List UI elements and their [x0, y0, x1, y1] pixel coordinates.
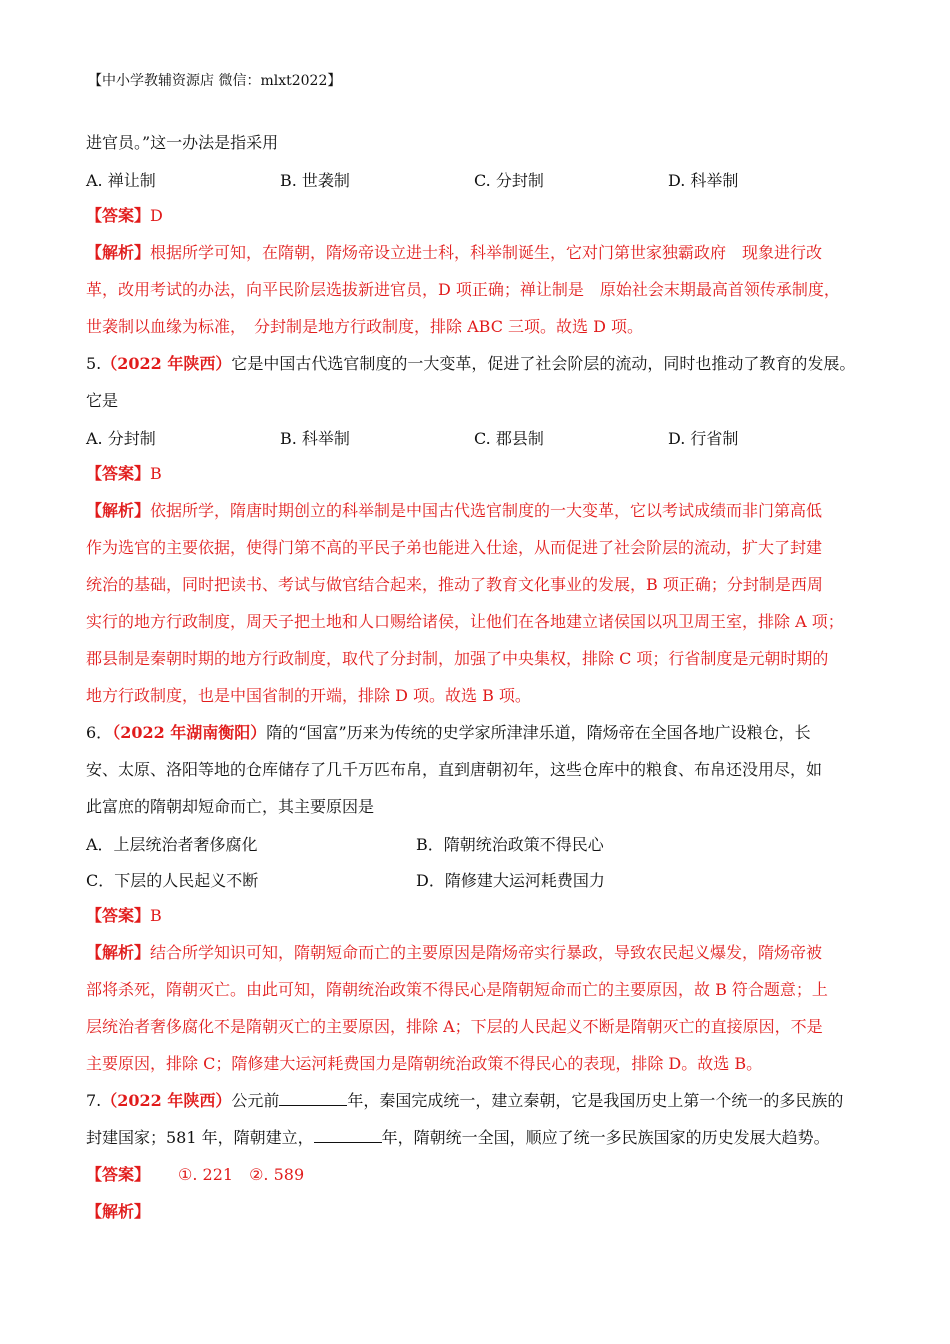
question-number: 7.: [86, 1091, 102, 1110]
q4-option-d: D. 科举制: [668, 170, 739, 190]
q6-stem: 6．（2022 年湖南衡阳）隋的“国富”历来为传统的史学家所津津乐道，隋炀帝在全国各地广设粮仓，长: [86, 723, 811, 742]
q6-options-row: [86, 825, 866, 861]
q5-stem: 5.（2022 年陕西）它是中国古代选官制度的一大变革，促进了社会阶层的流动，同时也推动了教育的发展。: [86, 354, 856, 373]
q5-options: [86, 419, 866, 455]
question-number: 5.: [86, 354, 102, 373]
answer-value: B: [150, 464, 162, 483]
q4-analysis-line: 【解析】根据所学可知，在隋朝，隋炀帝设立进士科，科举制诞生，它对门第世家独霸政府 现象进行改: [86, 243, 823, 262]
q4-option-b: B. 世袭制: [280, 170, 350, 190]
q6-analysis-line: 【解析】结合所学知识可知，隋朝短命而亡的主要原因是隋炀帝实行暴政，导致农民起义爆发，隋炀帝被: [86, 943, 823, 962]
analysis-label: 【解析】: [86, 943, 151, 962]
page-header: 【中小学教辅资源店 微信：mlxt2022】: [88, 73, 342, 89]
q6-option-c: C．下层的人民起义不断: [86, 870, 259, 890]
answer-value-1: ①. 221: [178, 1165, 234, 1184]
answer-label: 【答案】: [86, 464, 151, 483]
answer-value: D: [150, 206, 163, 225]
q6-analysis-line: 主要原因，排除 C；隋修建大运河耗费国力是隋朝统治政策不得民心的表现，排除 D。故选 B。: [86, 1054, 763, 1073]
analysis-label: 【解析】: [86, 243, 151, 262]
q4-analysis-line: 革，改用考试的办法，向平民阶层选拔新进官员，D 项正确；禅让制是 原始社会末期最高首领传承制度，: [86, 280, 840, 299]
q5-option-d: D. 行省制: [668, 428, 739, 448]
analysis-label: 【解析】: [86, 1202, 151, 1221]
q5-analysis-line: 郡县制是秦朝时期的地方行政制度，取代了分封制，加强了中央集权，排除 C 项；行省制度是元朝时期的: [86, 649, 829, 668]
q7-analysis: [86, 1193, 866, 1230]
q6-option-b: B．隋朝统治政策不得民心: [416, 834, 604, 854]
q5-answer: [86, 455, 866, 492]
q7-stem-line: 封建国家；581 年，隋朝建立， 年，隋朝统一全国，顺应了统一多民族国家的历史发展大趋势。: [86, 1128, 830, 1147]
fill-blank-1[interactable]: [279, 1089, 347, 1106]
question-source: （2022 年陕西）: [101, 1091, 232, 1110]
q5-analysis-line: 地方行政制度，也是中国省制的开端，排除 D 项。故选 B 项。: [86, 686, 531, 705]
answer-label: 【答案】: [86, 1165, 151, 1184]
q5-analysis-line: 【解析】依据所学，隋唐时期创立的科举制是中国古代选官制度的一大变革，它以考试成绩而非门第高低: [86, 501, 823, 520]
document-content: [86, 124, 866, 1230]
answer-value: B: [150, 906, 162, 925]
q5-option-a: A. 分封制: [86, 428, 156, 448]
question-source: （2022 年湖南衡阳）: [112, 723, 267, 742]
analysis-label: 【解析】: [86, 501, 151, 520]
q6-analysis-line: 部将杀死，隋朝灭亡。由此可知，隋朝统治政策不得民心是隋朝短命而亡的主要原因，故 B 符合题意；上: [86, 980, 828, 999]
q5-analysis-line: 作为选官的主要依据，使得门第不高的平民子弟也能进入仕途，从而促进了社会阶层的流动，扩大了封建: [86, 538, 823, 557]
q4-stem-tail: 进官员。”这一办法是指采用: [86, 133, 279, 152]
q5-analysis-line: 统治的基础，同时把读书、考试与做官结合起来，推动了教育文化事业的发展，B 项正确；分封制是西周: [86, 575, 823, 594]
q6-stem-line: 安、太原、洛阳等地的仓库储存了几千万匹布帛，直到唐朝初年，这些仓库中的粮食、布帛还没用尽，如: [86, 760, 823, 779]
q6-stem-line: 此富庶的隋朝却短命而亡，其主要原因是: [86, 797, 375, 816]
question-source: （2022 年陕西）: [101, 354, 232, 373]
q6-answer: [86, 897, 866, 934]
q6-analysis-line: 层统治者奢侈腐化不是隋朝灭亡的主要原因，排除 A；下层的人民起义不断是隋朝灭亡的直接原因，不是: [86, 1017, 823, 1036]
q4-option-c: C. 分封制: [474, 170, 544, 190]
q6-options-row: [86, 861, 866, 897]
q4-answer: [86, 197, 866, 234]
q4-option-a: A. 禅让制: [86, 170, 156, 190]
q5-stem-line: 它是: [86, 391, 119, 410]
q5-option-c: C. 郡县制: [474, 428, 544, 448]
q4-options: [86, 161, 866, 197]
q4-analysis-line: 世袭制以血缘为标准， 分封制是地方行政制度，排除 ABC 三项。故选 D 项。: [86, 317, 644, 336]
answer-value-2: ②. 589: [249, 1165, 305, 1184]
q5-option-b: B. 科举制: [280, 428, 350, 448]
fill-blank-2[interactable]: [314, 1126, 382, 1143]
q7-stem: 7.（2022 年陕西）公元前 年，秦国完成统一，建立秦朝，它是我国历史上第一个统一的多民族的: [86, 1091, 844, 1110]
q6-option-a: A．上层统治者奢侈腐化: [86, 834, 258, 854]
q5-analysis-line: 实行的地方行政制度，周天子把土地和人口赐给诸侯，让他们在各地建立诸侯国以巩卫周王室，排除 A 项；: [86, 612, 844, 631]
q6-option-d: D．隋修建大运河耗费国力: [416, 870, 605, 890]
answer-label: 【答案】: [86, 206, 151, 225]
answer-label: 【答案】: [86, 906, 151, 925]
q7-answer: [86, 1156, 866, 1193]
question-number: 6．: [86, 723, 113, 742]
